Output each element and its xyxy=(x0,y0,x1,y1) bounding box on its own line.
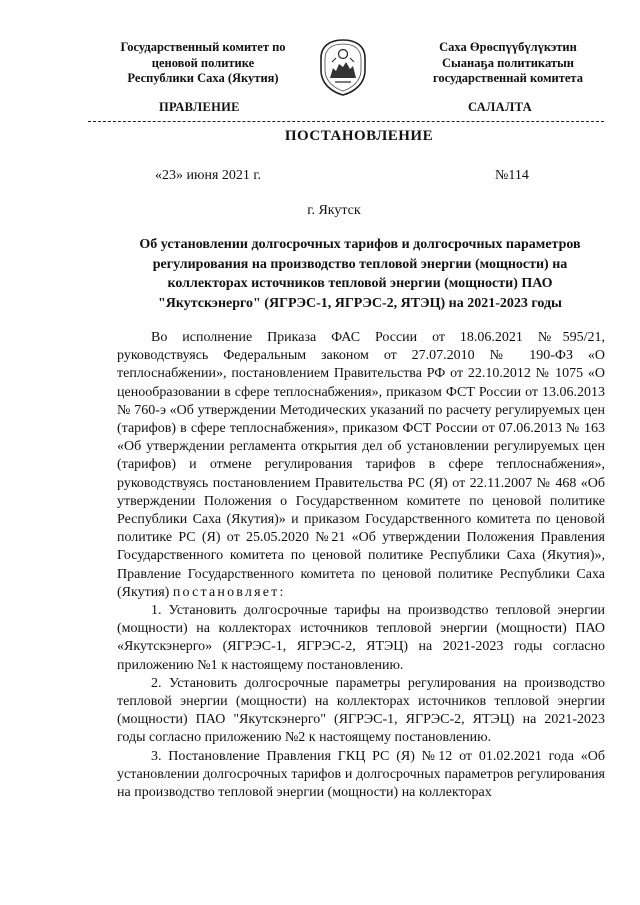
left-org-line-1: Государственный комитет по xyxy=(120,40,286,54)
right-org-line-2: Сыанаҕа политикатын xyxy=(442,55,574,70)
document-city: г. Якутск xyxy=(307,203,361,218)
right-org-line-3: государственнай комитета xyxy=(433,71,583,85)
document-type-title: ПОСТАНОВЛЕНИЕ xyxy=(284,128,434,144)
left-org-line-2: ценовой политике xyxy=(151,55,255,70)
left-organization-name xyxy=(88,40,318,87)
left-org-line-3: Республики Саха (Якутия) xyxy=(127,71,279,85)
header-divider xyxy=(88,121,604,122)
preamble-text: Во исполнение Приказа ФАС России от 18.06.2021 №595/21, руководствуясь Федеральным законом от 27.07.2010 № 190-ФЗ «О теплоснабжении», постановлением Правительства РФ от 22.10.2012 № 1075 «О ценообразовании в сфере теплоснабжения», приказом ФСТ России от 13.06.2013 № 760-э «Об утверждении Методических указаний по расчету регулируемых цен (тарифов) в сфере теплоснабжения», приказом ФСТ России от 07.06.2013 № 163 «Об утверждении регламента открытия дел об установлении регулируемых цен (тарифов) и отмене регулирования тарифов в сфере теплоснабжения», руководствуясь постановлением Правительства РС (Я) от 22.11.2007 № 468 «Об утверждении Положения о Государственном комитете по ценовой политике Республики Саха (Якутия)» и приказом Государственного комитета по ценовой политике РС (Я) от 25.05.2020 №21 «Об утверждении Положения Правления Государственного комитета по ценовой политике Республики Саха (Якутия)», Правление Государственного комитета по ценовой политике Республики Саха (Якутия) xyxy=(117,330,605,600)
coat-of-arms-icon xyxy=(318,38,368,96)
item-1-paragraph: 1. Установить долгосрочные тарифы на производство тепловой энергии (мощности) на коллекторах источников тепловой энергии (мощности) ПАО «Якутскэнерго» (ЯГРЭС-1, ЯГРЭС-2, ЯТЭЦ) на 2021-2023 годы согласно приложению №1 к настоящему постановлению. xyxy=(117,603,605,673)
document-body xyxy=(117,329,605,802)
document-date: «23» июня 2021 г. xyxy=(155,168,262,183)
right-department: САЛАЛТА xyxy=(468,100,532,114)
right-org-line-1: Саха Өрөспүүбүлүкэтин xyxy=(439,40,577,54)
document-subject: Об установлении долгосрочных тарифов и долгосрочных параметров регулирования на производство тепловой энергии (мощности) на коллекторах источников тепловой энергии (мощности) ПАО "Якутскэнерго" (ЯГРЭС-1, ЯГРЭС-2, ЯТЭЦ) на 2021-2023 годы xyxy=(139,237,581,311)
right-organization-name xyxy=(393,40,623,87)
document-number: №114 xyxy=(495,168,529,183)
left-department: ПРАВЛЕНИЕ xyxy=(159,100,240,114)
preamble-paragraph xyxy=(117,329,605,602)
item-3-paragraph: 3. Постановление Правления ГКЦ РС (Я) №12 от 01.02.2021 года «Об установлении долгосрочных тарифов и долгосрочных параметров регулирования на производство тепловой энергии (мощности) на коллекторах xyxy=(117,748,605,801)
resolves-word: постановляет: xyxy=(172,584,286,600)
item-2-paragraph: 2. Установить долгосрочные параметры регулирования на производство тепловой энергии (мощности) на коллекторах источников тепловой энергии (мощности) ПАО "Якутскэнерго" (ЯГРЭС-1, ЯГРЭС-2, ЯТЭЦ) на 2021-2023 годы согласно приложению №2 к настоящему постановлению. xyxy=(117,675,605,746)
